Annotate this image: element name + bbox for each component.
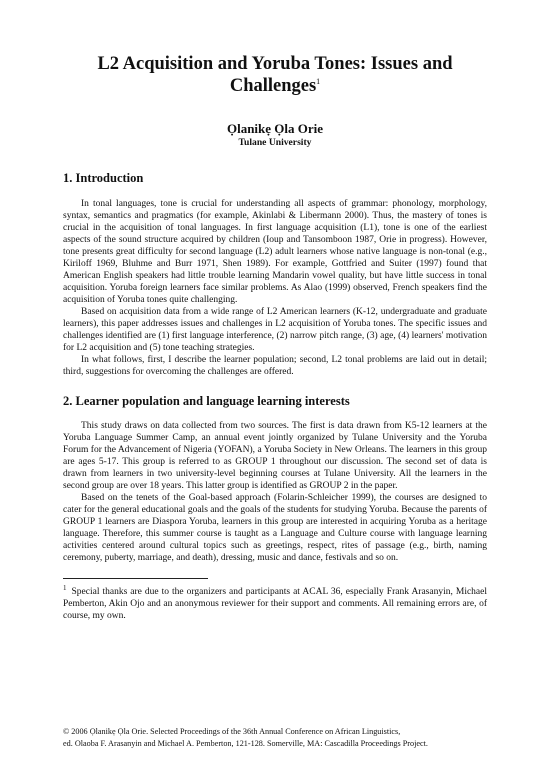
author-affiliation: Tulane University — [238, 137, 312, 148]
section-body-learner-population — [63, 420, 487, 564]
paragraph: Based on the tenets of the Goal-based approach (Folarin-Schleicher 1999), the courses are designed to cater for the general educational goals and the goals of the students for studying Yoruba. Because the parents of GROUP 1 learners are Diaspora Yoruba, learners in this group are interested in acquiring Yoruba as a heritage language. Therefore, this summer course is taught as a Language and Culture course with language learning activities centered around cultural topics such as greetings, respect, rites of passage (e.g., birth, naming ceremony, puberty, marriage, and death), dressing, music and dance, festivals and so on. — [63, 493, 487, 563]
section-heading-introduction: 1. Introduction — [63, 171, 144, 185]
copyright-line-2: ed. Olaoba F. Arasanyin and Michael A. Pemberton, 121-128. Somerville, MA: Cascadilla Proceedings Project. — [63, 738, 428, 748]
footnote — [63, 583, 487, 622]
author-name: Ọlanikẹ Ọla Orie — [226, 121, 324, 136]
paragraph: In what follows, first, I describe the learner population; second, L2 tonal problems are laid out in detail; third, suggestions for overcoming the challenges are offered. — [63, 355, 487, 377]
footnotes — [63, 578, 487, 622]
footnote-marker: 1 — [63, 583, 67, 592]
paragraph: This study draws on data collected from two sources. The first is data drawn from K5-12 learners at the Yoruba Language Summer Camp, an annual event jointly organized by Tulane University and the Yoruba Forum for the Advancement of Nigeria (YOFAN), a Yoruba Society in New Orleans. The learners in this group are ages 5-17. This group is referred to as GROUP 1 throughout our discussion. The second set of data is drawn from learners in two university-level beginning courses at Tulane University. All the learners in the second group are over 18 years. This latter group is identified as GROUP 2 in the paper. — [63, 421, 487, 491]
section-heading-learner-population: 2. Learner population and language learning interests — [63, 394, 350, 408]
paper-page — [63, 0, 487, 748]
copyright-line-1: © 2006 Ọlanikẹ Ọla Orie. Selected Proceedings of the 36th Annual Conference on African Linguistics, — [63, 727, 401, 736]
title-line-1: L2 Acquisition and Yoruba Tones: Issues and — [97, 54, 453, 74]
paper-title — [63, 53, 487, 97]
footnote-divider — [63, 578, 208, 579]
title-footnote-marker: 1 — [316, 76, 321, 86]
title-line-2: Challenges — [229, 76, 317, 96]
paragraph: In tonal languages, tone is crucial for understanding all aspects of grammar: phonology, morphology, syntax, semantics and pragmatics (for example, Akinlabi & Libermann 2000). Thus, the mastery of tones is crucial in the acquisition of tonal languages. In first language acquisition (L1), tone is one of the earliest aspects of the sound structure acquired by children (Ioup and Tansomboon 1987, Orie in progress). However, tone presents great difficulty for second language (L2) adult learners whose native language is non-tonal (e.g., Kiriloff 1969, Bluhme and Burr 1971, Shen 1989). For example, Gottfried and Suiter (1997) found that American English speakers had little trouble learning Mandarin vowel quality, but have little success in tonal acquisition. Yoruba foreign learners face similar problems. As Alao (1999) observed, French speakers find the acquisition of Yoruba tones quite challenging. — [63, 199, 487, 305]
copyright-notice — [63, 726, 487, 749]
paragraph: Based on acquisition data from a wide range of L2 American learners (K-12, undergraduate and graduate learners), this paper addresses issues and challenges in L2 acquisition of Yoruba tones. The specific issues and challenges identified are (1) first language interference, (2) narrow pitch range, (3) age, (4) learners' motivation for L2 acquisition and (5) tone teaching strategies. — [63, 307, 487, 353]
section-body-introduction — [63, 198, 487, 378]
footnote-text: Special thanks are due to the organizers and participants at ACAL 36, especially Frank Arasanyin, Michael Pemberton, Akin Ojo and an anonymous reviewer for their support and comments. All remaining errors are, of course, my own. — [63, 587, 487, 621]
